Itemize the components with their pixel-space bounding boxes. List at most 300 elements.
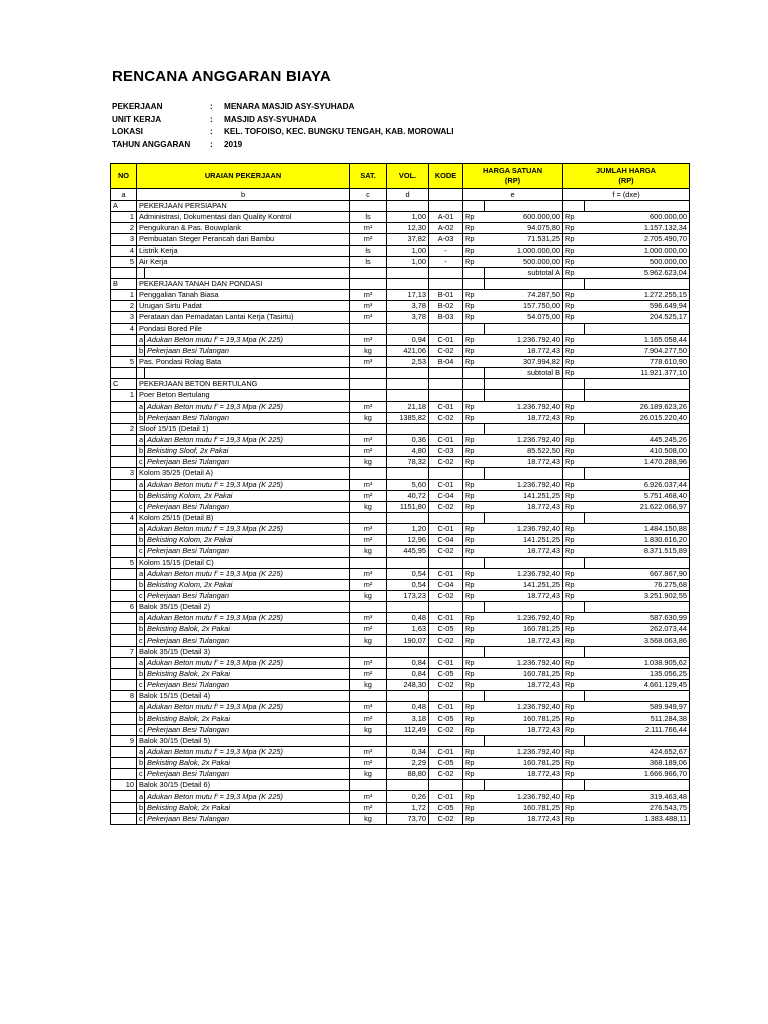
currency-label: Rp [563,368,585,379]
item-number: 3 [111,234,137,245]
currency-label: Rp [563,590,585,601]
currency-label: Rp [463,212,485,223]
empty-cell [463,368,485,379]
empty-cell [563,468,585,479]
item-unit: kg [350,457,387,468]
sub-item-letter: b [137,624,145,635]
total-price: 596.649,94 [585,301,690,312]
sub-item-letter: b [137,345,145,356]
item-number: 5 [111,356,137,367]
empty-cell [387,267,429,278]
currency-label: Rp [463,680,485,691]
total-price: 276.543,75 [585,802,690,813]
empty-cell [111,490,137,501]
section-row [111,379,690,390]
sub-item-row [111,479,690,490]
empty-cell [111,702,137,713]
currency-label: Rp [463,535,485,546]
sub-item-letter: a [137,434,145,445]
item-volume: 112,49 [387,724,429,735]
currency-label: Rp [463,657,485,668]
info-row-tahun-anggaran [112,139,454,152]
group-title: Kolom 35/25 (Detail A) [137,468,350,479]
empty-cell [429,646,463,657]
item-code: C-01 [429,434,463,445]
item-unit: kg [350,345,387,356]
unit-price: 18.772,43 [485,546,563,557]
item-code: C-02 [429,769,463,780]
item-number: 5 [111,557,137,568]
empty-cell [429,278,463,289]
empty-cell [429,557,463,568]
currency-label: Rp [463,234,485,245]
currency-label: Rp [563,635,585,646]
item-unit: kg [350,635,387,646]
letter-e: e [463,189,563,201]
unit-price: 1.236.792,40 [485,568,563,579]
item-code: C-02 [429,680,463,691]
unit-price: 1.236.792,40 [485,334,563,345]
item-description: Bekisting Balok, 2x Pakai [145,624,350,635]
empty-cell [111,457,137,468]
section-letter: B [111,278,137,289]
unit-price: 160.781,25 [485,802,563,813]
unit-price: 600.000,00 [485,212,563,223]
unit-price: 141.251,25 [485,579,563,590]
unit-price: 1.236.792,40 [485,401,563,412]
item-description: Pekerjaan Besi Tulangan [145,590,350,601]
item-unit: m³ [350,568,387,579]
item-description: Adukan Beton mutu f' = 19,3 Mpa (K 225) [145,568,350,579]
currency-label: Rp [463,312,485,323]
item-description: Pekerjaan Besi Tulangan [145,412,350,423]
sub-item-letter: c [137,680,145,691]
item-description: Urugan Sirtu Padat [137,301,350,312]
info-separator: : [210,139,213,149]
empty-cell [429,267,463,278]
currency-label: Rp [563,290,585,301]
empty-cell [463,201,485,212]
item-code: C-02 [429,546,463,557]
item-description: Bekisting Balok, 2x Pakai [145,758,350,769]
item-volume: 0,94 [387,334,429,345]
sub-item-letter: c [137,501,145,512]
currency-label: Rp [563,624,585,635]
item-code: C-01 [429,401,463,412]
item-number: 1 [111,290,137,301]
total-price: 8.371.515,89 [585,546,690,557]
item-code: B-03 [429,312,463,323]
sub-item-letter: c [137,546,145,557]
currency-label: Rp [563,501,585,512]
sub-item-row [111,490,690,501]
empty-cell [585,278,690,289]
sub-item-row [111,802,690,813]
empty-cell [387,780,429,791]
item-volume: 2,53 [387,356,429,367]
sub-item-letter: b [137,758,145,769]
empty-cell [563,780,585,791]
group-row [111,691,690,702]
empty-cell [463,735,485,746]
empty-cell [387,468,429,479]
empty-cell [585,323,690,334]
item-number: 5 [111,256,137,267]
item-unit: kg [350,769,387,780]
letter-f: f = (dxe) [563,189,690,201]
project-info [112,101,454,151]
item-code: B-04 [429,356,463,367]
unit-price: 18.772,43 [485,412,563,423]
currency-label: Rp [463,546,485,557]
unit-price: 85.522,50 [485,446,563,457]
item-volume: 1,63 [387,624,429,635]
sub-item-letter: b [137,802,145,813]
sub-item-row [111,579,690,590]
item-row [111,212,690,223]
currency-label: Rp [563,401,585,412]
empty-cell [563,602,585,613]
empty-cell [111,657,137,668]
currency-label: Rp [563,245,585,256]
total-price: 135.056,25 [585,668,690,679]
group-title: Balok 30/15 (Detail 6) [137,780,350,791]
sub-item-row [111,457,690,468]
item-unit: ls [350,256,387,267]
empty-cell [485,468,563,479]
empty-cell [585,646,690,657]
item-code: C-05 [429,624,463,635]
empty-cell [350,557,387,568]
item-row [111,223,690,234]
item-code: C-01 [429,791,463,802]
section-title: PEKERJAAN BETON BERTULANG [137,379,350,390]
sub-item-row [111,334,690,345]
unit-price: 18.772,43 [485,769,563,780]
sub-item-row [111,713,690,724]
empty-cell [111,546,137,557]
currency-label: Rp [463,345,485,356]
item-code: C-05 [429,668,463,679]
sub-item-letter: b [137,535,145,546]
item-volume: 421,06 [387,345,429,356]
item-unit: m³ [350,702,387,713]
empty-cell [463,512,485,523]
sub-item-letter: a [137,334,145,345]
empty-cell [563,557,585,568]
currency-label: Rp [563,668,585,679]
sub-item-row [111,535,690,546]
unit-price: 157.750,00 [485,301,563,312]
empty-cell [111,624,137,635]
empty-cell [585,390,690,401]
sub-item-letter: c [137,457,145,468]
item-volume: 17,13 [387,290,429,301]
empty-cell [137,267,145,278]
item-code: C-01 [429,746,463,757]
currency-label: Rp [463,524,485,535]
currency-label: Rp [563,212,585,223]
item-description: Pekerjaan Besi Tulangan [145,769,350,780]
empty-cell [429,423,463,434]
item-unit: kg [350,813,387,824]
item-unit: kg [350,724,387,735]
subtotal-label: subtotal B [485,368,563,379]
sub-item-row [111,412,690,423]
unit-price: 18.772,43 [485,501,563,512]
empty-cell [387,390,429,401]
total-price: 511.284,38 [585,713,690,724]
total-price: 2.111.766,44 [585,724,690,735]
item-description: Penggalian Tanah Biasa [137,290,350,301]
column-letter-row [111,189,690,201]
unit-price: 18.772,43 [485,590,563,601]
empty-cell [387,602,429,613]
item-description: Adukan Beton mutu f' = 19,3 Mpa (K 225) [145,791,350,802]
currency-label: Rp [463,813,485,824]
item-description: Adukan Beton mutu f' = 19,3 Mpa (K 225) [145,524,350,535]
empty-cell [563,735,585,746]
item-volume: 37,82 [387,234,429,245]
currency-label: Rp [563,490,585,501]
unit-price: 1.236.792,40 [485,613,563,624]
item-description: Adukan Beton mutu f' = 19,3 Mpa (K 225) [145,613,350,624]
total-price: 4.661.129,45 [585,680,690,691]
item-code: C-04 [429,490,463,501]
empty-cell [485,780,563,791]
total-price: 1.157.132,34 [585,223,690,234]
group-row [111,557,690,568]
total-price: 7.904.277,50 [585,345,690,356]
subtotal-amount: 5.962.623,04 [585,267,690,278]
group-row [111,468,690,479]
item-description: Adukan Beton mutu f' = 19,3 Mpa (K 225) [145,434,350,445]
section-title: PEKERJAAN PERSIAPAN [137,201,350,212]
section-row [111,201,690,212]
item-volume: 3,78 [387,312,429,323]
total-price: 600.000,00 [585,212,690,223]
empty-cell [429,602,463,613]
letter-a: a [111,189,137,201]
sub-item-row [111,724,690,735]
item-code: C-02 [429,501,463,512]
sub-item-row [111,546,690,557]
item-row [111,301,690,312]
item-volume: 445,95 [387,546,429,557]
empty-cell [463,780,485,791]
unit-price: 18.772,43 [485,345,563,356]
empty-cell [350,646,387,657]
item-description: Pekerjaan Besi Tulangan [145,345,350,356]
item-number: 2 [111,423,137,434]
unit-price: 18.772,43 [485,457,563,468]
item-description: Pekerjaan Besi Tulangan [145,546,350,557]
currency-label: Rp [463,334,485,345]
item-code: C-01 [429,702,463,713]
item-unit: m² [350,535,387,546]
header-sat: SAT. [350,164,387,189]
sub-item-letter: b [137,579,145,590]
currency-label: Rp [463,490,485,501]
currency-label: Rp [563,223,585,234]
item-unit: m² [350,490,387,501]
empty-cell [387,735,429,746]
empty-cell [111,713,137,724]
currency-label: Rp [563,802,585,813]
empty-cell [137,368,145,379]
sub-item-row [111,746,690,757]
item-volume: 0,54 [387,568,429,579]
item-unit: m³ [350,401,387,412]
total-price: 500.000,00 [585,256,690,267]
unit-price: 1.236.792,40 [485,702,563,713]
item-number: 2 [111,301,137,312]
item-volume: 2,29 [387,758,429,769]
item-unit: m³ [350,746,387,757]
item-unit: m¹ [350,223,387,234]
unit-price: 1.000.000,00 [485,245,563,256]
empty-cell [429,323,463,334]
unit-price: 18.772,43 [485,680,563,691]
empty-cell [485,646,563,657]
header-jumlah-harga [563,164,690,189]
item-code: C-02 [429,724,463,735]
empty-cell [585,201,690,212]
empty-cell [350,780,387,791]
currency-label: Rp [563,434,585,445]
empty-cell [563,201,585,212]
empty-cell [111,412,137,423]
item-code: A-01 [429,212,463,223]
item-code: C-01 [429,524,463,535]
currency-label: Rp [463,769,485,780]
item-description: Pembuatan Steger Perancah dari Bambu [137,234,350,245]
section-letter: A [111,201,137,212]
empty-cell [111,446,137,457]
item-description: Pengukuran & Pas. Bouwplank [137,223,350,234]
info-separator: : [210,114,213,124]
empty-cell [485,602,563,613]
header-no: NO [111,164,137,189]
item-unit: m³ [350,524,387,535]
item-code: C-01 [429,613,463,624]
subtotal-amount: 11.921.377,10 [585,368,690,379]
empty-cell [563,379,585,390]
empty-cell [585,602,690,613]
item-unit: m² [350,713,387,724]
sub-item-row [111,434,690,445]
empty-cell [387,557,429,568]
item-volume: 12,96 [387,535,429,546]
item-description: Pekerjaan Besi Tulangan [145,457,350,468]
empty-cell [350,379,387,390]
item-code: C-01 [429,657,463,668]
item-code: C-05 [429,713,463,724]
empty-cell [463,379,485,390]
currency-label: Rp [563,334,585,345]
item-description: Pas. Pondasi Rolag Bata [137,356,350,367]
sub-item-letter: b [137,412,145,423]
sub-item-row [111,590,690,601]
item-volume: 0,84 [387,657,429,668]
item-volume: 1,72 [387,802,429,813]
currency-label: Rp [563,791,585,802]
info-value: 2019 [224,139,243,149]
item-code: C-02 [429,635,463,646]
item-number: 1 [111,212,137,223]
item-unit: m² [350,758,387,769]
currency-label: Rp [563,446,585,457]
unit-price: 141.251,25 [485,535,563,546]
group-title: Balok 35/15 (Detail 2) [137,602,350,613]
empty-cell [387,323,429,334]
item-number: 4 [111,245,137,256]
budget-table [110,163,690,825]
item-volume: 1,00 [387,212,429,223]
item-description: Bekisting Sloof, 2x Pakai [145,446,350,457]
sub-item-row [111,524,690,535]
total-price: 667.867,90 [585,568,690,579]
info-value: MASJID ASY-SYUHADA [224,114,317,124]
currency-label: Rp [463,356,485,367]
group-row [111,390,690,401]
sub-item-letter: b [137,668,145,679]
currency-label: Rp [563,345,585,356]
currency-label: Rp [463,758,485,769]
currency-label: Rp [463,724,485,735]
item-code: C-05 [429,802,463,813]
currency-label: Rp [563,312,585,323]
info-label: LOKASI [112,127,143,137]
currency-label: Rp [563,724,585,735]
empty-cell [429,735,463,746]
currency-label: Rp [563,613,585,624]
item-description: Pekerjaan Besi Tulangan [145,680,350,691]
total-price: 262.073,44 [585,624,690,635]
item-description: Pekerjaan Besi Tulangan [145,813,350,824]
item-unit: m³ [350,434,387,445]
item-volume: 5,60 [387,479,429,490]
item-volume: 12,30 [387,223,429,234]
item-volume: 190,07 [387,635,429,646]
item-unit: m² [350,234,387,245]
total-price: 1.165.058,44 [585,334,690,345]
empty-cell [585,423,690,434]
info-value: MENARA MASJID ASY-SYUHADA [224,102,355,111]
item-description: Bekisting Kolom, 2x Pakai [145,579,350,590]
empty-cell [387,278,429,289]
empty-cell [111,613,137,624]
item-unit: m³ [350,334,387,345]
sub-item-letter: a [137,479,145,490]
empty-cell [111,334,137,345]
item-description: Bekisting Balok, 2x Pakai [145,668,350,679]
item-volume: 0,48 [387,702,429,713]
info-separator: : [210,102,213,111]
currency-label: Rp [563,702,585,713]
sub-item-row [111,813,690,824]
item-unit: m² [350,802,387,813]
item-code: C-03 [429,446,463,457]
item-code: C-01 [429,334,463,345]
sub-item-letter: c [137,724,145,735]
currency-label: Rp [463,713,485,724]
empty-cell [485,323,563,334]
empty-cell [563,646,585,657]
item-number: 3 [111,312,137,323]
item-code: C-02 [429,457,463,468]
item-description: Administrasi, Dokumentasi dan Quality Kontrol [137,212,350,223]
